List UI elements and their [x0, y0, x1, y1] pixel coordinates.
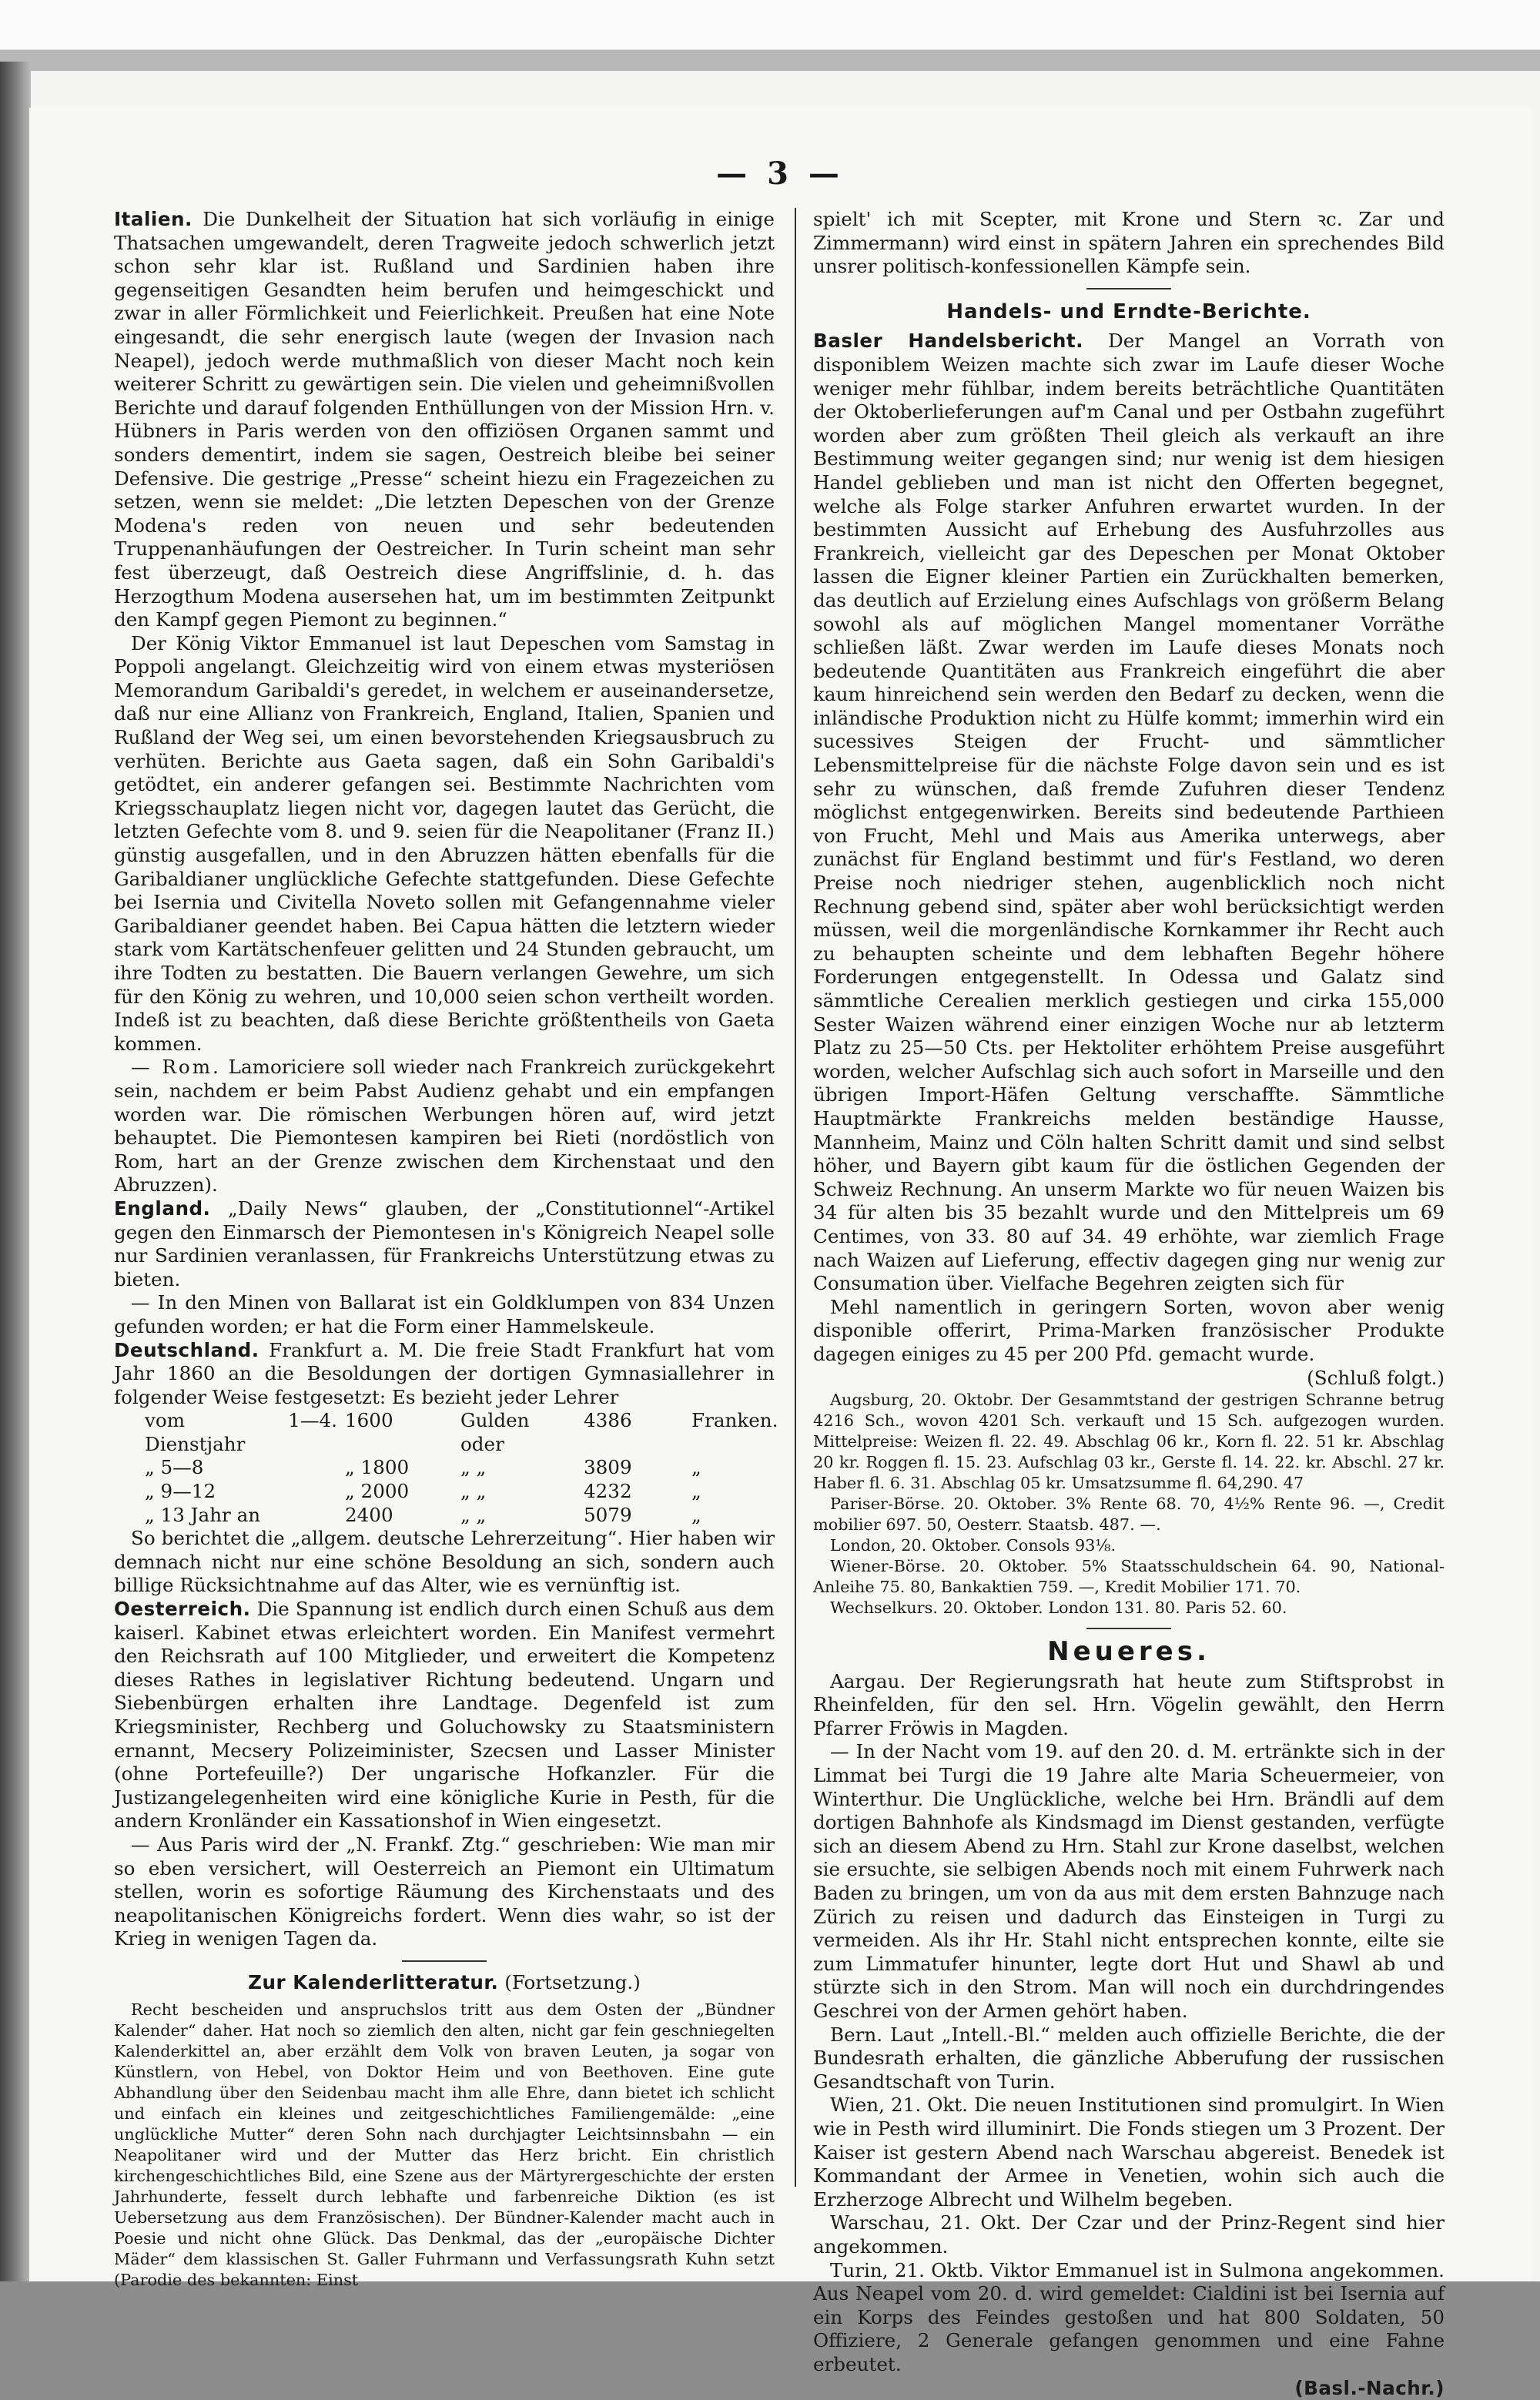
salary-cell: 4232 [584, 1480, 684, 1504]
dateline: — Rom. [131, 1056, 221, 1078]
salary-row [114, 1456, 775, 1480]
newspaper-page [29, 108, 1531, 2281]
page-number: — 3 — [29, 156, 1531, 192]
article-oesterreich [114, 1598, 775, 1833]
article-text: Der Mangel an Vorrath von disponiblem Weizen machte sich zwar im Laufe dieser Woche weniger mehr fühlbar, indem bereits beträchtliche Quantitäten der Oktoberlieferungen auf'm Canal und per Ostbahn zugeführt worden aber zum größten Theil gleich als verkauft an ihre Bestimmung weiter gegangen sind; nur wenig ist dem hiesigen Handel geblieben und man ist nicht den Offerten begegnet, welche als Folge starker Anfuhren erwartet wurden. In der bestimmten Aussicht auf Erhebung des Ausfuhrzolles aus Frankreich, vielleicht gar des Depeschen per Monat Oktober lassen die Eigner kleiner Partien ein Zurückhalten bemerken, das deutlich auf Erzielung eines Aufschlags von größerm Belang sowohl als auf möglichen Mangel momentaner Vorräthe schließen läßt. Zwar werden im Laufe dieses Monats noch bedeutende Quantitäten aus Frankreich eingeführt die aber kaum hinreichend sein werden den Bedarf zu decken, wenn die inländische Produktion nicht zu Hülfe kommt; immerhin wird ein sucessives Steigen der Frucht- und sämmtlicher Lebensmittelpreise für die nächste Folge davon sein und es ist sehr zu wünschen, daß fremde Zufuhren dieser Tendenz möglichst entgegenwirken. Bereits sind bedeutende Parthieen von Frucht, Mehl und Mais aus Amerika unterwegs, aber zunächst für England bestimmt und für's Festland, wo deren Preise noch niedriger stehen, augenblicklich noch nicht Rechnung gebend sind, später aber wohl berücksichtigt werden müssen, weil die morgenländische Kornkammer ihr Recht auch zu behaupten scheinte und dem lebhaften Begehr höhere Forderungen entgegenstellt. In Odessa und Galatz sind sämmtliche Cerealien merklich gestiegen und cirka 155,000 Sester Waizen während einer einzigen Woche nur ab letzterm Platz zu 25—50 Cts. per Hektoliter erhöhtem Preise ausgeführt worden, welcher Aufschlag sich auch sofort in Marseille und den übrigen Import-Häfen Geltung verschaffte. Sämmtliche Hauptmärkte Frankreichs melden beständige Hausse, Mannheim, Mainz und Cöln halten Schritt damit und sind selbst höher, und Bayern gibt kaum für die östlichen Gegenden der Schweiz Rechnung. An unserm Markte wo für neuen Waizen bis 34 für alten bis 35 bezahlt wurde und den Mittelpreis um 69 Centimes, von 33. 80 auf 34. 49 erhöhte, war ziemlich Frage nach Waizen auf Lieferung, effectiv dagegen ging nur wenig zur Consumation über. Vielfache Begehren zeigten sich für [813, 330, 1445, 1294]
salary-cell: Gulden oder [460, 1409, 576, 1456]
news-source: (Basl.-Nachr.) [813, 2377, 1445, 2400]
market-wien-bourse: Wiener-Börse. 20. Oktober. 5% Staatsschuldschein 64. 90, National-Anleihe 75. 80, Bankaktien 759. —, Kredit Mobilier 171. 70. [813, 1556, 1445, 1598]
salary-cell: „ „ [460, 1504, 576, 1528]
salary-cell: „ 1800 [345, 1456, 453, 1480]
news-limmat: — In der Nacht vom 19. auf den 20. d. M. ertränkte sich in der Limmat bei Turgi die 19 Jahre alte Maria Scheuermeier, von Winterthur. Die Unglückliche, welche bei Hrn. Brändli auf dem dortigen Bahnhofe als Kindsmagd im Dienst gestanden, verfügte sich an diesem Abend zu Hrn. Stahl zur Krone daselbst, welchen sie ersuchte, sie selbigen Abends noch mit einem Fuhrwerk nach Baden zu bringen, um von da aus mit dem ersten Bahnzuge nach Zürich zu reisen und dadurch das Einsteigen in Turgi zu vermeiden. Als ihr Hr. Stahl nicht entsprechen konnte, eilte sie zum Limmatufer hinunter, legte dort Hut und Shawl ab und stürzte sich in den Strom. Man will noch ein durchdringendes Geschrei von der Armen gehört haben. [813, 1740, 1445, 2023]
article-deutschland [114, 1339, 775, 1410]
kalender-subtitle: (Fortsetzung.) [504, 1971, 641, 1993]
news-wien: Wien, 21. Okt. Die neuen Institutionen sind promulgirt. In Wien wie in Pesth wird illuminirt. Die Fonds stiegen um 3 Prozent. Der Kaiser ist gestern Abend nach Warschau abgereist. Benedek ist Kommandant der Armee in Venetien, wohin sich auch die Erzherzoge Albrecht und Wilhelm begeben. [813, 2094, 1445, 2211]
salary-cell: „ [691, 1456, 738, 1480]
salary-row [114, 1504, 775, 1528]
salary-cell: „ [691, 1504, 738, 1528]
article-mehl: Mehl namentlich in geringern Sorten, wovon aber wenig disponible offerirt, Prima-Marken französischer Produkte dagegen einiges zu 45 per 200 Pfd. gemacht wurde. [813, 1296, 1445, 1367]
salary-cell: 3809 [584, 1456, 684, 1480]
article-text: Lamoriciere soll wieder nach Frankreich zurückgekehrt sein, nachdem er beim Pabst Audienz gehabt und ein empfangen worden war. Die römischen Werbungen hören auf, wird jetzt behauptet. Die Piemontesen kampiren bei Rieti (nordöstlich von Rom, hart an der Grenze zwischen dem Kirchenstaat und den Abruzzen). [114, 1056, 775, 1196]
salary-cell: Franken. [691, 1409, 738, 1456]
salary-table [114, 1409, 775, 1527]
section-keyword: Basler Handelsbericht. [813, 330, 1083, 352]
salary-row [114, 1409, 775, 1456]
article-england [114, 1197, 775, 1291]
separator-rule [1086, 288, 1171, 290]
salary-cell: 4386 [584, 1409, 684, 1456]
news-bern: Bern. Laut „Intell.-Bl.“ melden auch offizielle Berichte, die der Bundesrath erhalten, die gänzliche Abberufung der russischen Gesandtschaft von Turin. [813, 2023, 1445, 2094]
salary-cell: 1600 [345, 1409, 453, 1456]
article-italien [114, 208, 775, 632]
salary-cell: 5079 [584, 1504, 684, 1528]
news-turin: Turin, 21. Oktb. Viktor Emmanuel ist in Sulmona angekommen. Aus Neapel vom 20. d. wird gemeldet: Cialdini ist bei Isernia auf ein Korps des Feindes gestoßen und hat 800 Soldaten, 50 Offiziere, 2 Generale gefangen genommen und eine Fahne erbeutet. [813, 2259, 1445, 2377]
section-keyword: Oesterreich. [114, 1598, 250, 1620]
column-divider [795, 208, 796, 2187]
article-text: „Daily News“ glauben, der „Constitutionnel“-Artikel gegen den Einmarsch der Piemontesen in's Königreich Neapel solle nur Sardinien veranlassen, für Frankreichs Unterstützung etwas zu bieten. [114, 1197, 775, 1290]
section-keyword: Italien. [114, 208, 192, 230]
kalender-heading [114, 1971, 775, 1995]
article-basler [813, 330, 1445, 1295]
article-paragraph: So berichtet die „allgem. deutsche Lehrerzeitung“. Hier haben wir demnach nicht nur eine schöne Besoldung an sich, sondern auch billige Rücksichtnahme auf das Alter, wie es vernünftig ist. [114, 1527, 775, 1598]
market-wechselkurs: Wechselkurs. 20. Oktober. London 131. 80. Paris 52. 60. [813, 1598, 1445, 1618]
salary-cell: „ 2000 [345, 1480, 453, 1504]
article-paragraph: Der König Viktor Emmanuel ist laut Depeschen vom Samstag in Poppoli angelangt. Gleichzeitig wird von einem etwas mysteriösen Memorandum Garibaldi's geredet, in welchem er auseinandersetze, daß nur eine Allianz von Frankreich, England, Italien, Spanien und Rußland der Weg sei, um einen bevorstehenden Kriegsausbruch zu verhüten. Berichte aus Gaeta sagen, daß ein Sohn Garibaldi's getödtet, ein anderer gefangen sei. Bestimmte Nachrichten vom Kriegsschauplatz liegen nicht vor, dagegen lautet das Gerücht, die letzten Gefechte vom 8. und 9. seien für die Neapolitaner (Franz II.) günstig ausgefallen, und in den Abruzzen hätten ebenfalls für die Garibaldianer unglückliche Gefechte stattgefunden. Diese Gefechte bei Isernia und Civitella Noveto sollen mit Gefangennahme vieler Garibaldianer geendet haben. Bei Capua hätten die letztern wieder stark vom Kartätschenfeuer gelitten und 24 Stunden gebraucht, um ihre Todten zu bestatten. Die Bauern verlangen Gewehre, um sich für den König zu wehren, und 10,000 seien schon vertheilt worden. Indeß ist zu beachten, daß diese Berichte größtentheils von Gaeta kommen. [114, 632, 775, 1056]
salary-cell: vom 1—4. Dienstjahr [145, 1409, 337, 1456]
market-augsburg: Augsburg, 20. Oktobr. Der Gesammtstand der gestrigen Schranne betrug 4216 Sch., wovon 4201 Sch. verkauft und 15 Sch. aufgezogen wurden. Mittelpreise: Weizen fl. 22. 49. Abschlag 06 kr., Korn fl. 22. 51 kr. Abschlag 20 kr. Roggen fl. 15. 23. Aufschlag 03 kr., Gerste fl. 14. 22. kr. Abschl. 27 kr. Haber fl. 6. 31. Abschlag 05 kr. Umsatzsumme fl. 64,290. 47 [813, 1390, 1445, 1494]
article-ballarat: — In den Minen von Ballarat ist ein Goldklumpen von 834 Unzen gefunden worden; er hat die Form einer Hammelskeule. [114, 1291, 775, 1338]
section-keyword: Deutschland. [114, 1339, 259, 1361]
scan-top-edge [0, 0, 1540, 71]
article-paris: — Aus Paris wird der „N. Frankf. Ztg.“ geschrieben: Wie man mir so eben versichert, will Oesterreich an Piemont ein Ultimatum stellen, worin es sofortige Räumung des Kirchenstaats und des neapolitanischen Königreichs fordert. Wenn dies wahr, so ist der Krieg in wenigen Tagen da. [114, 1833, 775, 1951]
market-paris-bourse: Pariser-Börse. 20. Oktober. 3% Rente 68. 70, 4½% Rente 96. —, Credit mobilier 697. 50, Oesterr. Staatsb. 487. —. [813, 1494, 1445, 1535]
article-rom [114, 1056, 775, 1197]
left-column [114, 208, 775, 2291]
separator-rule [1086, 1628, 1171, 1629]
kalender-title: Zur Kalenderlitteratur. [248, 1971, 498, 1993]
salary-cell: „ [691, 1480, 738, 1504]
news-aargau: Aargau. Der Regierungsrath hat heute zum Stiftsprobst in Rheinfelden, für den sel. Hrn. Vögelin gewählt, den Herrn Pfarrer Fröwis in Magden. [813, 1670, 1445, 1741]
salary-cell: „ „ [460, 1480, 576, 1504]
article-text: Die Spannung ist endlich durch einen Schuß aus dem kaiserl. Kabinet etwas erleichtert worden. Ein Manifest vermehrt den Reichsrath auf 100 Mitglieder, und erweitert die Kompetenz dieses Rathes in legislativer Richtung bedeutend. Ungarn und Siebenbürgen erhalten ihre Landtage. Degenfeld ist zum Kriegsminister, Rechberg und Goluchowsky zu Staatsministern ernannt, Mecsery Polizeiminister, Szecsen und Lasser Minister (ohne Portefeuille?) Der ungarische Hofkanzler. Für die Justizangelegenheiten wird eine königliche Kurie in Pesth, für die andern Kronländer ein Kassationshof in Wien eingesetzt. [114, 1598, 775, 1832]
handels-heading: Handels- und Erndte-Berichte. [813, 300, 1445, 324]
separator-rule [402, 1960, 487, 1962]
section-keyword: England. [114, 1197, 210, 1220]
salary-cell: „ „ [460, 1456, 576, 1480]
book-spine-shadow [0, 62, 31, 2281]
salary-row [114, 1480, 775, 1504]
article-text: Die Dunkelheit der Situation hat sich vorläufig in einige Thatsachen umgewandelt, deren Tragweite jedoch schwerlich jetzt schon sehr klar ist. Rußland und Sardinien haben ihre gegenseitigen Gesandten heim berufen und heimgeschickt und zwar in aller Förmlichkeit und Feierlichkeit. Preußen hat eine Note eingesandt, die sehr energisch laute (wegen der Invasion nach Neapel), jedoch werde muthmaßlich von dieser Macht noch kein weiterer Schritt zu gewärtigen sein. Die vielen und geheimnißvollen Berichte und darauf folgenden Enthüllungen von der Mission Hrn. v. Hübners in Paris werden von den offiziösen Organen sammt und sonders dementirt, indem sie sagen, Oestreich bleibe bei seiner Defensive. Die gestrige „Presse“ scheint hiezu ein Fragezeichen zu setzen, wenn sie meldet: „Die letzten Depeschen von der Grenze Modena's reden von neuen und sehr bedeutenden Truppenanhäufungen der Oestreicher. In Turin scheint man sehr fest überzeugt, daß Oestreich diese Angriffslinie, d. h. das Herzogthum Modena ausersehen hat, um im bestimmten Zeitpunkt den Kampf gegen Piemont zu beginnen.“ [114, 208, 775, 631]
market-london: London, 20. Oktober. Consols 93⅛. [813, 1535, 1445, 1556]
right-column [813, 208, 1445, 2400]
article-text: Frankfurt a. M. Die freie Stadt Frankfurt hat vom Jahr 1860 an die Besoldungen der dortigen Gymnasiallehrer in folgender Weise festgesetzt: Es bezieht jeder Lehrer [114, 1339, 775, 1408]
news-warschau: Warschau, 21. Okt. Der Czar und der Prinz-Regent sind hier angekommen. [813, 2211, 1445, 2258]
salary-cell: 2400 [345, 1504, 453, 1528]
continued-note: (Schluß folgt.) [813, 1367, 1445, 1391]
neueres-heading: Neueres. [813, 1640, 1445, 1664]
salary-cell: „ 13 Jahr an [145, 1504, 337, 1528]
article-continuation: spielt' ich mit Scepter, mit Krone und Stern ꝛc. Zar und Zimmermann) wird einst in spätern Jahren ein sprechendes Bild unsrer politisch-konfessionellen Kämpfe sein. [813, 208, 1445, 279]
salary-cell: „ 5—8 [145, 1456, 337, 1480]
salary-cell: „ 9—12 [145, 1480, 337, 1504]
article-kalender: Recht bescheiden und anspruchslos tritt aus dem Osten der „Bündner Kalender“ daher. Hat noch so ziemlich den alten, nicht gar fein geschniegelten Kalenderkittel an, aber erzählt dem Volk von braven Leuten, ja sogar von Künstlern, von Hebel, von Doktor Heim und von Beethoven. Eine gute Abhandlung über den Seidenbau macht ihm alle Ehre, dann bietet ich schlicht und einfach ein kleines und zeitgeschichtliches Familiengemälde: „eine unglückliche Mutter“ deren Sohn nach durchjagter Leichtsinnsbahn — ein Neapolitaner wird und der Mutter das Herz bricht. Ein christlich kirchengeschichtliches Bild, eine Szene aus der Märtyrergeschichte der ersten Jahrhunderte, fesselt durch lebhafte und farbenreiche Diktion (es ist Uebersetzung aus dem Französischen). Der Bündner-Kalender macht auch in Poesie und nicht ohne Glück. Das Denkmal, das der „europäische Dichter Mäder“ dem klassischen St. Galler Fuhrmann und Verfassungsrath Kuhn setzt (Parodie des bekannten: Einst [114, 2000, 775, 2291]
